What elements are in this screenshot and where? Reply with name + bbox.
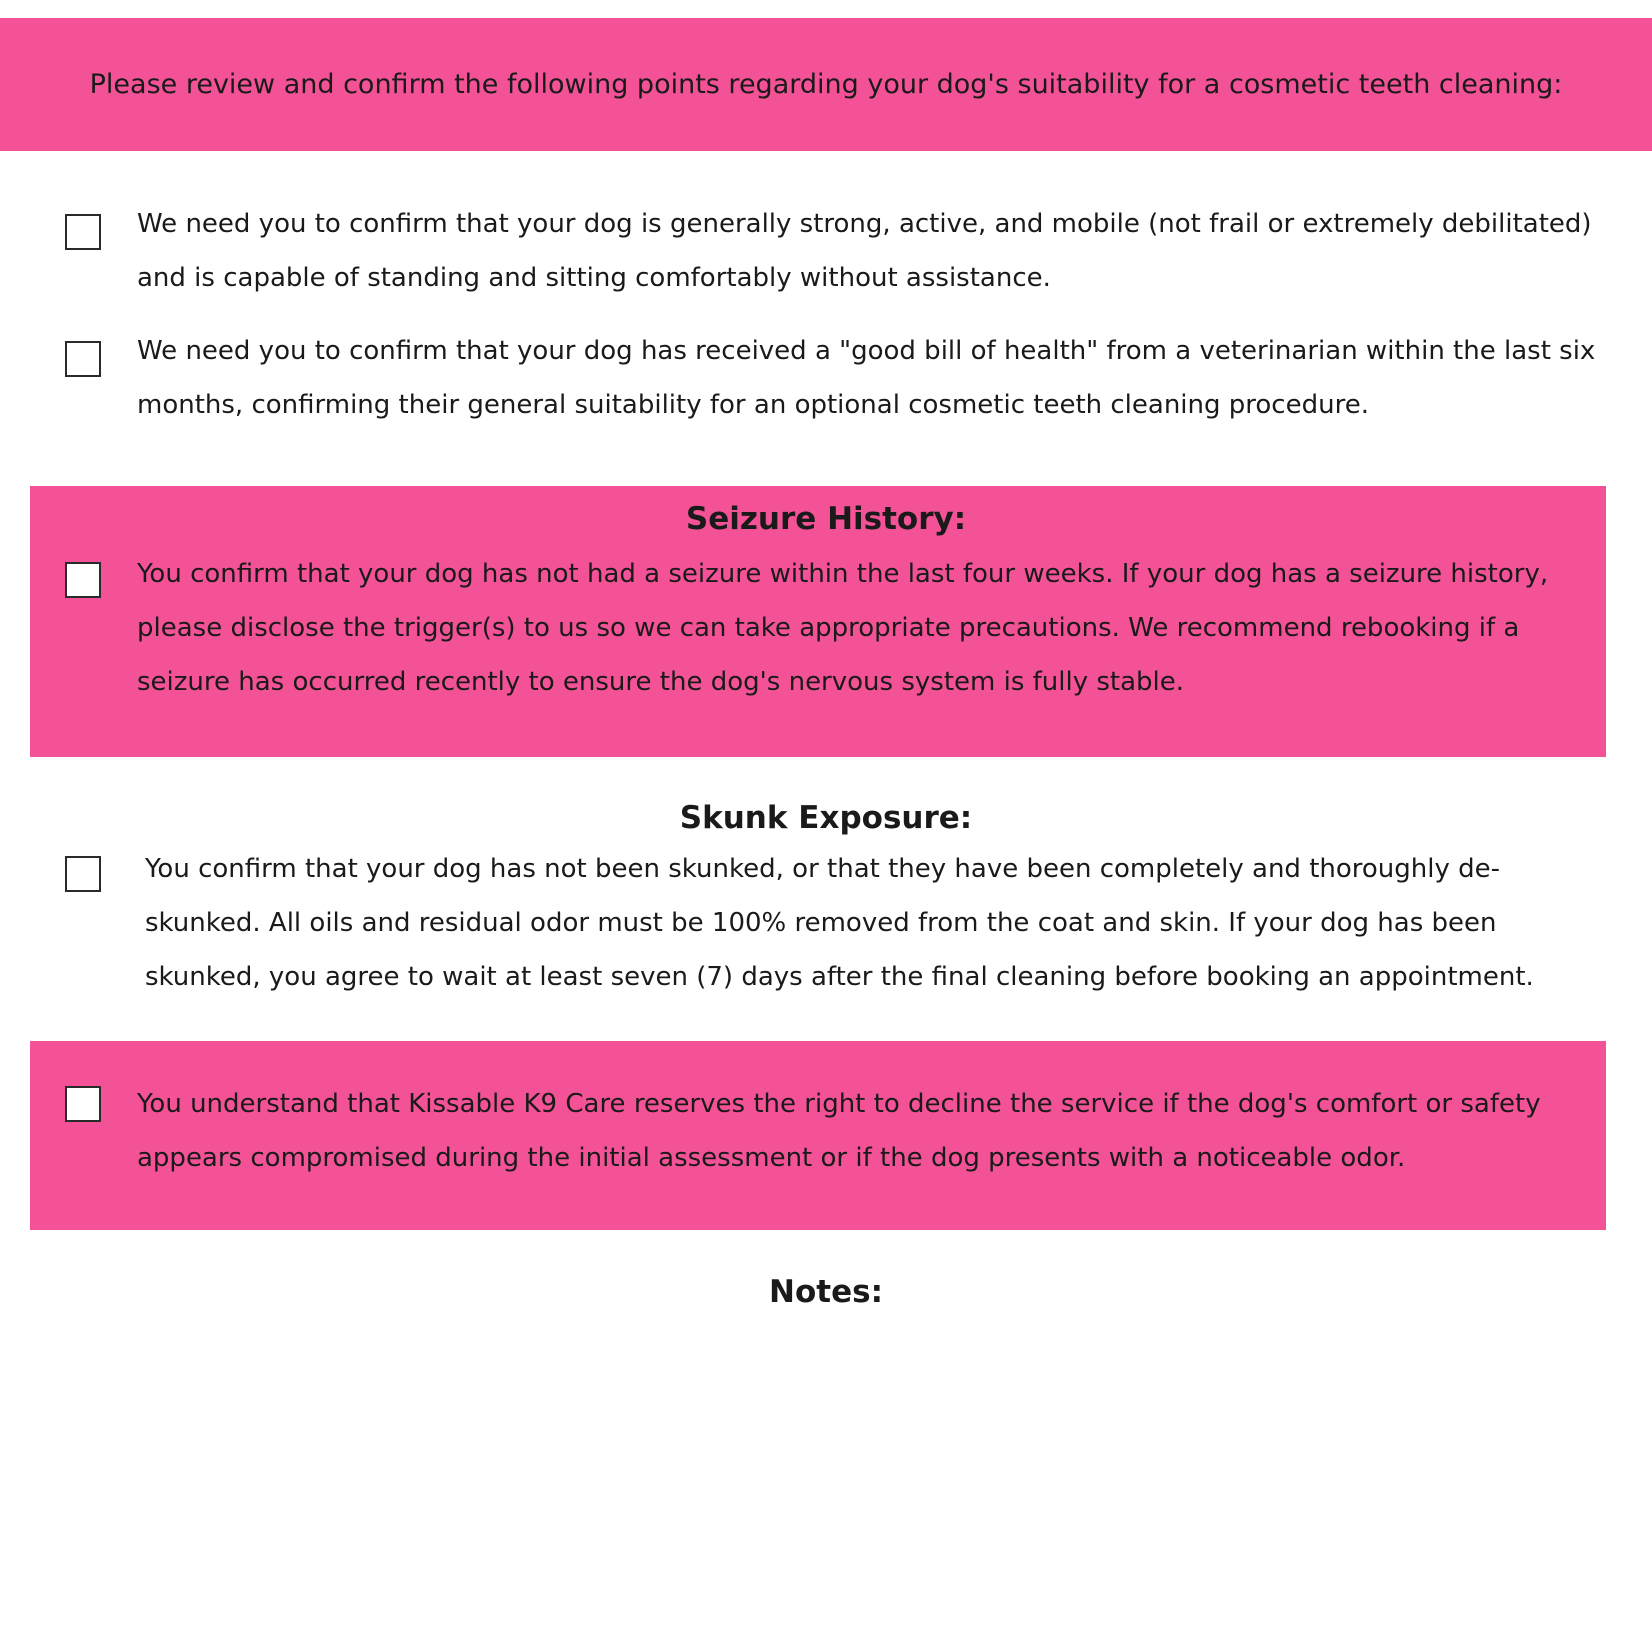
item-text-line: seizure has occurred recently to ensure the dog's nervous system is fully stable. [137,667,1185,697]
skunk-exposure-text [145,842,1534,1004]
item-text-line: and is capable of standing and sitting comfortably without assistance. [137,263,1051,293]
item-text-line: please disclose the trigger(s) to us so we can take appropriate precautions. We recommend rebooking if a [137,613,1520,643]
item-text-line: appears compromised during the initial assessment or if the dog presents with a noticeable odor. [137,1143,1406,1173]
header-instructions: Please review and confirm the following points regarding your dog's suitability for a cosmetic teeth cleaning: [89,69,1563,100]
checkbox-decline-service[interactable] [65,1086,101,1122]
skunk-exposure-title: Skunk Exposure: [679,800,973,836]
item-text-line: We need you to confirm that your dog has received a "good bill of health" from a veterinarian within the last six [137,336,1596,366]
item-text-line: skunked, you agree to wait at least seven (7) days after the final cleaning before booking an appointment. [145,962,1534,992]
checkbox-skunk-exposure[interactable] [65,856,101,892]
header-banner [0,18,1652,151]
item-text-line: You confirm that your dog has not had a seizure within the last four weeks. If your dog has a seizure history, [137,559,1549,589]
notes-title: Notes: [769,1274,883,1310]
decline-service-text [137,1077,1541,1185]
item-strong-active-mobile-text [137,197,1592,305]
item-text-line: months, confirming their general suitability for an optional cosmetic teeth cleaning procedure. [137,390,1369,420]
item-text-line: skunked. All oils and residual odor must be 100% removed from the coat and skin. If your dog has been [145,908,1497,938]
item-text-line: We need you to confirm that your dog is generally strong, active, and mobile (not frail or extremely debilitated) [137,209,1592,239]
item-text-line: You confirm that your dog has not been skunked, or that they have been completely and thoroughly de- [145,854,1501,884]
seizure-history-title: Seizure History: [685,501,967,537]
checkbox-seizure-history[interactable] [65,562,101,598]
checkbox-good-bill-of-health[interactable] [65,341,101,377]
item-text-line: You understand that Kissable K9 Care reserves the right to decline the service if the dog's comfort or safety [137,1089,1541,1119]
checkbox-strong-active-mobile[interactable] [65,214,101,250]
seizure-history-text [137,547,1548,709]
item-good-bill-of-health-text [137,324,1595,432]
